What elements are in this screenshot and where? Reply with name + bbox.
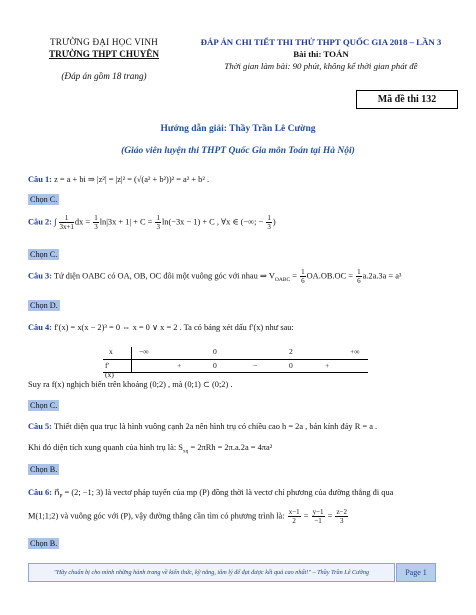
question-6-line2: M(1;1;2) và vuông góc với (P), vậy đường thẳng cần tìm có phương trình là: $\frac{x-1}{2}$ = $\frac{y-1}{-1}$ = $\frac{z-2}{3}$: [28, 508, 347, 525]
pages-note: (Đáp án gồm 18 trang): [61, 71, 147, 81]
answer-4: Chọn C.: [30, 401, 58, 410]
header-left: [14, 36, 194, 82]
fraction: $\frac{1}{6}$: [301, 268, 305, 285]
exam-code-box: Mã đề thi 132: [356, 90, 458, 109]
answer-1: Chọn C.: [30, 195, 58, 204]
question-text: z = a + bi ⇒ |z²| = |z|² = (√(a² + b²))² = a² + b² .: [51, 175, 210, 184]
question-label: Câu 6:: [28, 488, 52, 497]
answer-6: Chọn B.: [30, 539, 58, 548]
guide-author: Hướng dẫn giải: Thầy Trần Lê Cường: [160, 124, 316, 134]
exam-title: ĐÁP ÁN CHI TIẾT THI THỬ THPT QUỐC GIA 2018 – LẦN 3: [200, 37, 442, 47]
question-4-conclusion: Suy ra f(x) nghịch biến trên khoảng (0;2) , mà (0;1) ⊂ (0;2) .: [28, 380, 233, 389]
fraction: $\frac{1}{3}$: [156, 214, 160, 231]
question-label: Câu 1:: [28, 175, 52, 184]
question-6: Câu 6: $n⃗_P = (2$; −1; 3) là vectơ pháp tuyến của mp (P) đồng thời là vectơ chỉ phương của đường thẳng đi qua: [28, 488, 394, 500]
fraction: $\frac{1}{3}$: [94, 214, 98, 231]
question-2: Câu 2: ∫ $\frac{1}{3x+1}$ dx = $\frac{1}{3}$ ln|3x + 1| + C = $\frac{1}{3}$ ln(−3x − 1) + C , ∀x ∈ (−∞; − $\frac{1}{3}$ ): [28, 214, 276, 231]
question-label: Câu 5:: [28, 422, 52, 431]
question-5: Câu 5: Thiết diện qua trục là hình vuông cạnh 2a nên hình trụ có chiều cao h = 2a , bán kính đáy R = a .: [28, 422, 378, 431]
footer-quote: "Hãy chuẩn bị cho mình những hành trang về kiến thức, kỹ năng, tâm lý để đạt được kết quả cao nhất!" – Thầy Trần Lê Cường: [28, 563, 395, 582]
answer-3: Chọn D.: [30, 301, 58, 310]
fraction: $\frac{z-2}{3}$: [336, 508, 347, 525]
answer-5: Chọn B.: [30, 465, 58, 474]
table-f-label: f′(x): [105, 361, 114, 379]
guide-role: (Giáo viên luyện thi THPT Quốc Gia môn Toán tại Hà Nội): [121, 146, 355, 156]
exam-subject: Bài thi: TOÁN: [293, 49, 349, 59]
question-label: Câu 3:: [28, 271, 52, 281]
fraction: $\frac{1}{6}$: [357, 268, 361, 285]
fraction: $\frac{x-1}{2}$: [288, 508, 300, 525]
table-x-label: x: [109, 347, 113, 356]
header-right: [182, 36, 460, 72]
question-1: [28, 174, 468, 185]
fraction: $\frac{y-1}{-1}$: [312, 508, 324, 525]
page-number: Page 1: [396, 563, 436, 582]
university-name: TRƯỜNG ĐẠI HỌC VINH: [50, 37, 158, 47]
question-label: Câu 4:: [28, 323, 52, 332]
question-5-line2: Khi đó diện tích xung quanh của hình trụ là: $S_{xq} = 2\pi Rh = 2\pi.a.2a = 4\pi a^2$: [28, 443, 273, 455]
question-4: Câu 4: f′(x) = x(x − 2)³ = 0 ⇔ x = 0 ∨ x = 2 . Ta có bảng xét dấu f′(x) như sau:: [28, 323, 294, 332]
school-name: TRƯỜNG THPT CHUYÊN: [48, 49, 160, 59]
fraction: $\frac{1}{3x+1}$: [59, 214, 74, 231]
question-3: Câu 3: Tứ diện OABC có OA, OB, OC đôi một vuông góc với nhau ⇒ $V_{OABC}$ = $\frac{1}{6}$ OA.OB.OC = $\frac{1}{6}$ a.2a.3a = a³: [28, 268, 402, 285]
fraction: $\frac{1}{3}$: [267, 214, 271, 231]
answer-2: Chọn C.: [30, 250, 58, 259]
exam-time: Thời gian làm bài: 90 phút, không kể thời gian phát đề: [224, 61, 418, 71]
question-label: Câu 2:: [28, 217, 52, 227]
